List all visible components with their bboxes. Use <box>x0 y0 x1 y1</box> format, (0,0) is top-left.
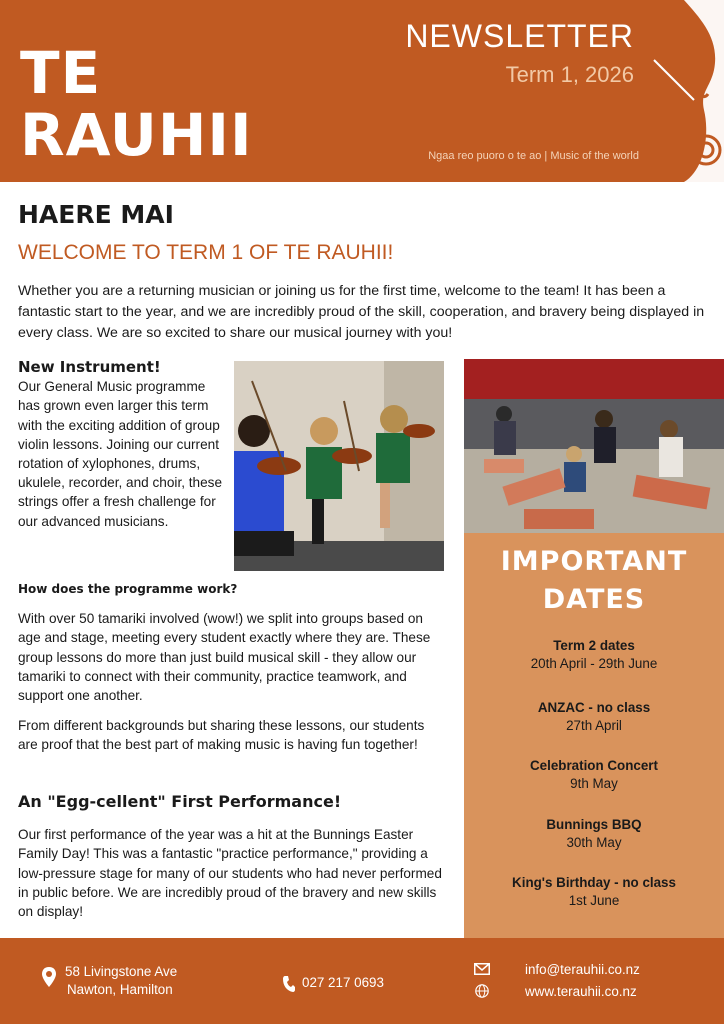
date-item-date: 1st June <box>568 893 620 908</box>
address-line-2: Nawton, Hamilton <box>67 982 173 997</box>
programme-heading: How does the programme work? <box>18 582 238 596</box>
programme-paragraph-1: With over 50 tamariki involved (wow!) we split into groups based on age and stage, meeting every student exactly where they are. These group lessons do more than just build musical skill - they allow our tamariki to connect with their community, practice teamwork, and support one another. <box>18 611 431 704</box>
date-item <box>464 757 724 793</box>
new-instrument-text: Our General Music programme has grown even larger this term with the exciting addition of group violin lessons. Joining our current rotation of xylophones, drums, ukulele, recorder, and choir, these strings offer a fresh challenge for our advanced musicians. <box>18 379 223 529</box>
welcome-section <box>18 200 708 344</box>
performance-paragraph: Our first performance of the year was a hit at the Bunnings Easter Family Day! This was a fantastic "practice performance," providing a low-pressure stage for many of our students who had never performed in public before. We are incredibly proud of the bravery and new skills on display! <box>18 827 442 920</box>
brand-line-2: RAUHII <box>20 101 253 169</box>
footer <box>0 938 724 1024</box>
map-pin-icon <box>42 967 56 987</box>
brand-line-1: TE <box>20 39 102 107</box>
date-item-title: Bunnings BBQ <box>546 817 642 832</box>
date-item <box>464 637 724 673</box>
tagline: Ngaa reo puoro o te ao | Music of the world <box>428 150 639 162</box>
globe-icon <box>475 984 489 998</box>
date-item <box>464 699 724 735</box>
date-item-date: 20th April - 29th June <box>530 656 658 671</box>
date-item-title: ANZAC - no class <box>537 700 651 715</box>
brand-logo-text <box>20 39 253 169</box>
date-item-title: Term 2 dates <box>553 638 635 653</box>
xylophone-performance-photo-art <box>464 359 724 533</box>
address-line-1: 58 Livingstone Ave <box>65 964 178 979</box>
date-item <box>464 874 724 910</box>
important-dates-title <box>464 543 724 619</box>
important-dates-title-line-2: DATES <box>542 584 646 615</box>
welcome-subheading: WELCOME TO TERM 1 OF TE RAUHII! <box>18 241 394 264</box>
footer-website[interactable]: www.terauhii.co.nz <box>525 984 637 999</box>
newsletter-title: NEWSLETTER <box>405 18 634 54</box>
important-dates-title-line-1: IMPORTANT <box>500 546 688 577</box>
performance-heading: An "Egg-cellent" First Performance! <box>18 792 342 811</box>
footer-phone[interactable]: 027 217 0693 <box>302 975 384 990</box>
violin-illustration <box>644 0 724 182</box>
phone-icon <box>283 976 295 992</box>
date-item-title: King's Birthday - no class <box>512 875 676 890</box>
date-item-date: 9th May <box>570 776 618 791</box>
date-item <box>464 816 724 852</box>
new-instrument-heading: New Instrument! <box>18 358 161 376</box>
violin-lesson-photo <box>234 361 444 571</box>
violin-lesson-photo-art <box>234 361 444 571</box>
header-banner <box>0 0 724 182</box>
intro-paragraph: Whether you are a returning musician or joining us for the first time, welcome to the team! It has been a fantastic start to the year, and we are incredibly proud of the skill, cooperation, and bravery being displayed in every class. We are so excited to share our musical journey with you! <box>18 283 705 341</box>
xylophone-performance-photo <box>464 359 724 533</box>
newsletter-term: Term 1, 2026 <box>505 62 634 87</box>
date-item-title: Celebration Concert <box>530 758 658 773</box>
footer-email[interactable]: info@terauhii.co.nz <box>525 962 640 977</box>
footer-address <box>65 963 177 999</box>
heading-haere-mai: HAERE MAI <box>18 200 174 229</box>
important-dates-panel <box>464 533 724 938</box>
date-item-date: 27th April <box>566 718 622 733</box>
programme-paragraph-2: From different backgrounds but sharing these lessons, our students are proof that the best part of making music is having fun together! <box>18 718 425 753</box>
date-item-date: 30th May <box>566 835 622 850</box>
envelope-icon <box>474 963 490 975</box>
